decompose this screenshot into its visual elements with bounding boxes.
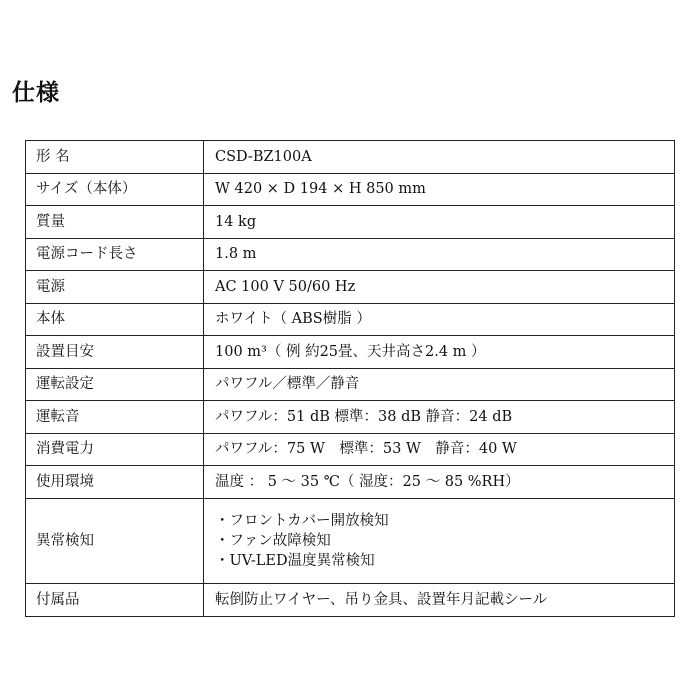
page-title: 仕様	[12, 80, 60, 106]
spec-label: 異常検知	[26, 498, 204, 583]
spec-value: 温度 ： 5 ～ 35 ℃（ 湿度：25 ～ 85 %RH）	[204, 466, 675, 499]
spec-row-body	[26, 303, 675, 336]
spec-value: 1.8 m	[204, 238, 675, 271]
spec-value: パワフル：75 W 標準：53 W 静音：40 W	[204, 433, 675, 466]
spec-row-modes	[26, 368, 675, 401]
spec-row-power	[26, 271, 675, 304]
spec-label: 使用環境	[26, 466, 204, 499]
spec-row-accessories	[26, 583, 675, 616]
spec-value: CSD-BZ100A	[204, 141, 675, 174]
spec-label: 電源	[26, 271, 204, 304]
spec-label: 消費電力	[26, 433, 204, 466]
spec-value: 14 kg	[204, 206, 675, 239]
spec-row-weight	[26, 206, 675, 239]
spec-value: 転倒防止ワイヤー、吊り金具、設置年月記載シール	[204, 583, 675, 616]
spec-value: W 420 × D 194 × H 850 mm	[204, 173, 675, 206]
spec-value: AC 100 V 50/60 Hz	[204, 271, 675, 304]
spec-value-list	[204, 498, 675, 583]
spec-value: 100 m³（ 例 約25畳、天井高さ2.4 m ）	[204, 336, 675, 369]
spec-row-model	[26, 141, 675, 174]
spec-label: サイズ（本体）	[26, 173, 204, 206]
spec-label: 運転設定	[26, 368, 204, 401]
list-item: ・ファン故障検知	[215, 532, 331, 549]
spec-label: 本体	[26, 303, 204, 336]
spec-row-cord-length	[26, 238, 675, 271]
spec-label: 電源コード長さ	[26, 238, 204, 271]
spec-label: 形 名	[26, 141, 204, 174]
list-item: ・UV-LED温度異常検知	[215, 552, 375, 569]
spec-row-size	[26, 173, 675, 206]
spec-label: 運転音	[26, 401, 204, 434]
spec-value: パワフル：51 dB 標準：38 dB 静音：24 dB	[204, 401, 675, 434]
spec-row-environment	[26, 466, 675, 499]
spec-table	[25, 140, 675, 617]
spec-row-consumption	[26, 433, 675, 466]
spec-value: パワフル／標準／静音	[204, 368, 675, 401]
list-item: ・フロントカバー開放検知	[215, 512, 389, 529]
spec-label: 設置目安	[26, 336, 204, 369]
spec-row-abnormal-detection	[26, 498, 675, 583]
spec-row-noise	[26, 401, 675, 434]
spec-label: 付属品	[26, 583, 204, 616]
spec-label: 質量	[26, 206, 204, 239]
spec-row-coverage	[26, 336, 675, 369]
spec-value: ホワイト（ ABS樹脂 ）	[204, 303, 675, 336]
